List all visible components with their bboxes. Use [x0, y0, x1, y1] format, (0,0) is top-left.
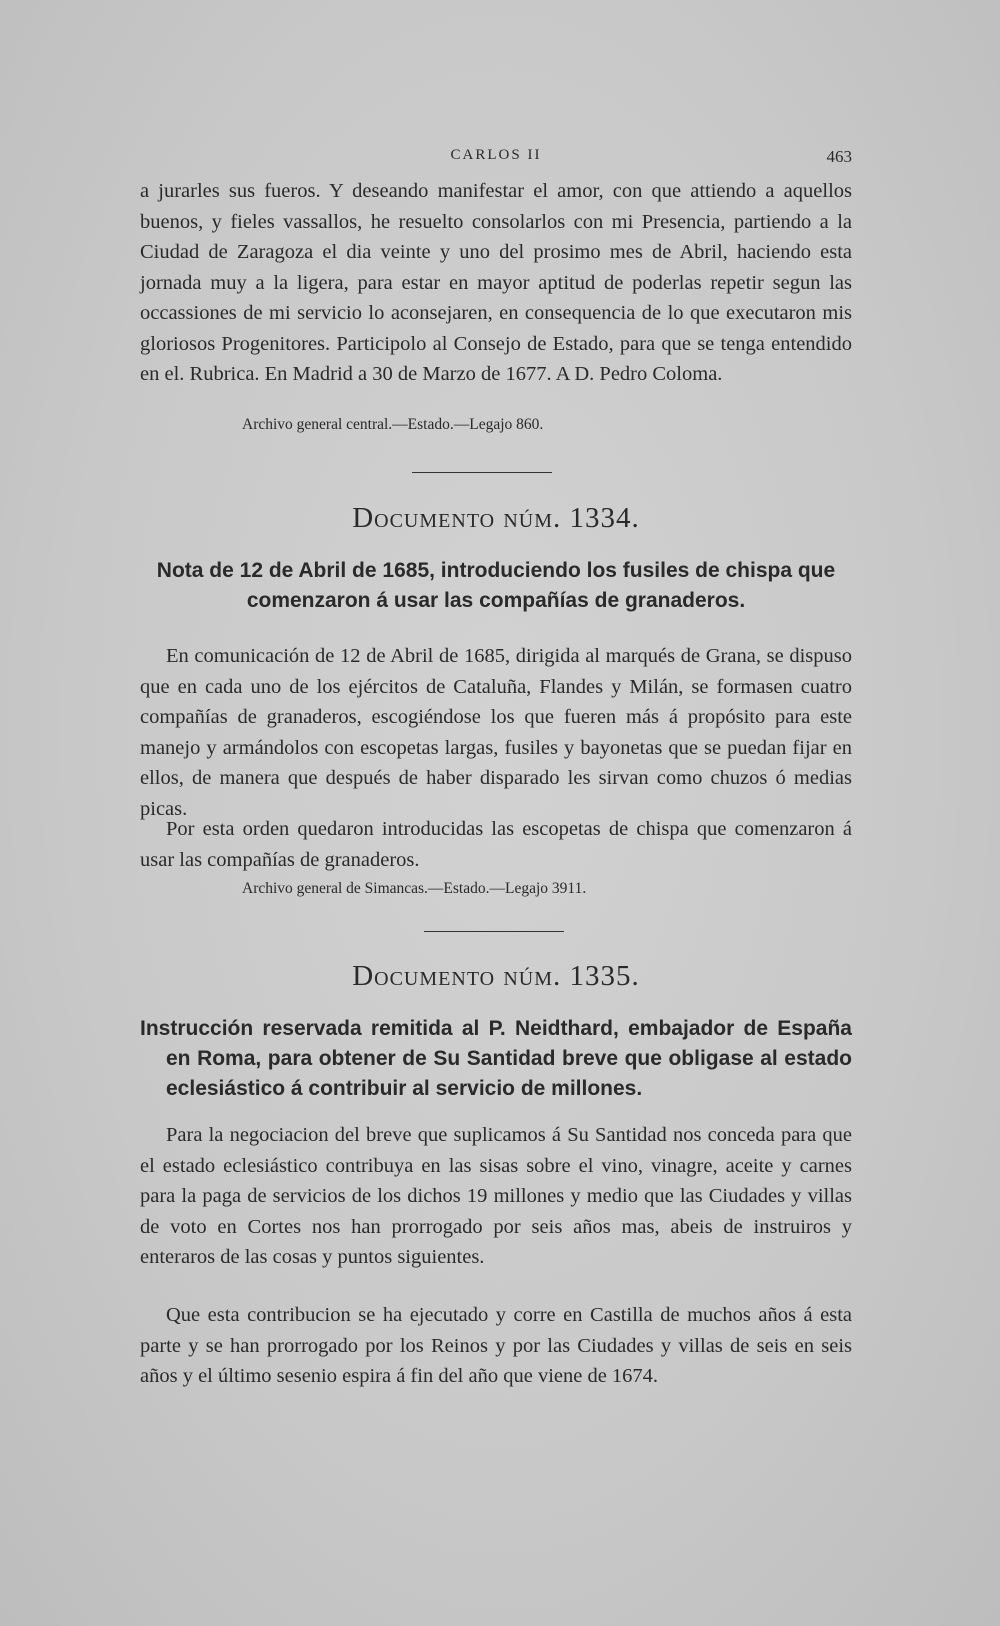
body-paragraph: En comunicación de 12 de Abril de 1685, dirigida al marqués de Grana, se dispuso que en cada uno de los ejércitos de Cataluña, Flandes y Milán, se formasen cuatro compañías de granaderos, escogiéndose los que fueren más á propósito para este manejo y armándolos con escopetas largas, fusiles y bayonetas que se puedan fijar en ellos, de manera que después de haber disparado les sirvan como chuzos ó medias picas.: [140, 645, 852, 820]
document-title: Instrucción reservada remitida al P. Neidthard, embajador de España en Roma, para obtener de Su Santidad breve que obligase al estado eclesiástico á contribuir al servicio de millones.: [140, 1017, 852, 1100]
body-paragraph: Para la negociacion del breve que suplicamos á Su Santidad nos conceda para que el estado eclesiástico contribuya en las sisas sobre el vino, vinagre, aceite y carnes para la paga de servicios de los dichos 19 millones y medio que las Ciudades y villas de voto en Cortes nos han prorrogado por seis años mas, abeis de instruiros y enteraros de las cosas y puntos siguientes.: [140, 1124, 852, 1268]
document-heading: Documento núm. 1335.: [352, 960, 640, 992]
section-divider: [412, 472, 552, 473]
running-title: CARLOS II: [450, 147, 542, 163]
body-paragraph: Por esta orden quedaron introducidas las escopetas de chispa que comenzaron á usar las compañías de granaderos.: [140, 818, 852, 871]
continuation-paragraph: a jurarles sus fueros. Y deseando manifestar el amor, con que attiendo a aquellos buenos, y fieles vassallos, he resuelto consolarlos con mi Presencia, partiendo a la Ciudad de Zaragoza el dia veinte y uno del prosimo mes de Abril, haciendo esta jornada muy a la ligera, para estar en mayor aptitud de poderlas repetir segun las occassiones de mi servicio lo aconsejaren, en consequencia de lo que executaron mis gloriosos Progenitores. Participolo al Consejo de Estado, para que se tenga entendido en el. Rubrica. En Madrid a 30 de Marzo de 1677. A D. Pedro Coloma.: [140, 180, 852, 385]
document-title: Nota de 12 de Abril de 1685, introduciendo los fusiles de chispa que comenzaron á usar las compañías de granaderos.: [156, 559, 836, 612]
body-paragraph: Que esta contribucion se ha ejecutado y corre en Castilla de muchos años á esta parte y se han prorrogado por los Reinos y por las Ciudades y villas de seis en seis años y el último sesenio espira á fin del año que viene de 1674.: [140, 1304, 852, 1387]
source-citation: Archivo general central.—Estado.—Legajo 860.: [242, 416, 544, 433]
section-divider: [424, 931, 564, 932]
page-number: 463: [826, 147, 852, 166]
running-head: [140, 147, 852, 173]
document-heading: Documento núm. 1334.: [352, 502, 640, 534]
source-citation: Archivo general de Simancas.—Estado.—Legajo 3911.: [242, 880, 587, 897]
